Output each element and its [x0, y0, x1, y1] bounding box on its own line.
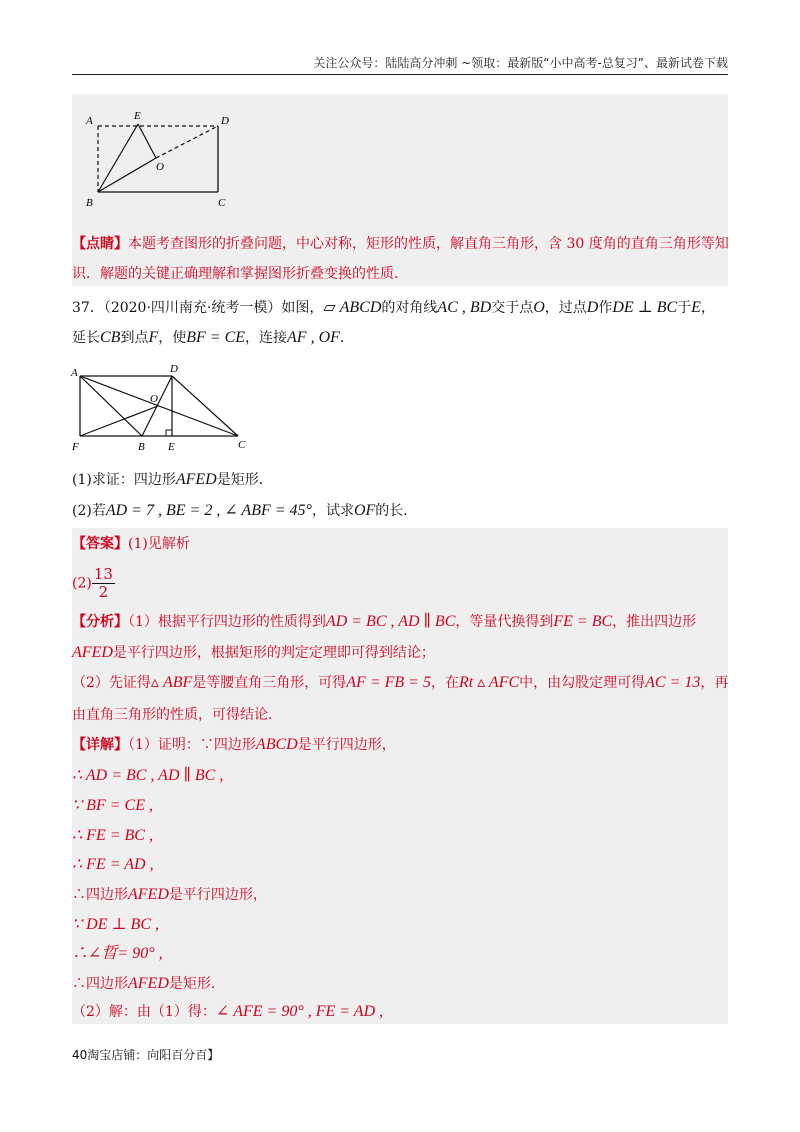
- math-f: F: [148, 329, 159, 346]
- fig2-label-f: F: [72, 441, 79, 453]
- detail-line-10: [72, 1002, 728, 1022]
- detail-text: 是平行四边形，: [168, 887, 267, 903]
- math-afed: AFED: [175, 471, 217, 488]
- text-draw: 作: [598, 300, 613, 316]
- fig2-label-o: O: [150, 393, 158, 405]
- math-ac-13: AC = 13: [645, 674, 701, 691]
- q1-suffix: 是矩形．: [216, 472, 273, 488]
- analysis-tag: 【分析】: [72, 614, 128, 630]
- analysis-text: ，在: [430, 675, 459, 691]
- fig2-label-e: E: [168, 441, 175, 453]
- answer-line-2: [72, 566, 728, 601]
- analysis-text: （1）根据平行四边形的性质得到: [128, 614, 326, 630]
- analysis-line-2: [72, 643, 728, 663]
- analysis-line-1: [72, 612, 728, 632]
- detail-line-5: ∴ FE = AD ,: [72, 856, 154, 873]
- text-connect: ，连接: [245, 330, 288, 346]
- question-2: [72, 501, 728, 521]
- q2-mid: ，试求: [311, 503, 354, 519]
- math-e: E: [691, 299, 701, 316]
- detail-line-8: ∴∠晢= 90° ,: [72, 945, 163, 962]
- detail-text: ∴四边形: [72, 976, 128, 992]
- analysis-text: ，推出四边形: [612, 614, 697, 630]
- text-at: 于: [677, 300, 692, 316]
- math-afed: AFED: [128, 975, 169, 992]
- text-comma: ，: [700, 300, 715, 316]
- math-afed: AFED: [128, 886, 169, 903]
- math-o: O: [533, 299, 545, 316]
- detail-text: （2）解：由（1）得：: [72, 1004, 216, 1020]
- problem-intro: 37．（2020·四川南充·统考一模）如图，: [72, 300, 324, 316]
- detail-line-7: ∵ DE ⊥ BC ,: [72, 916, 159, 933]
- analysis-text: 是等腰直角三角形，可得: [192, 675, 347, 691]
- text-extend: 延长: [72, 330, 100, 346]
- header-rule: [72, 74, 728, 75]
- math-d: D: [586, 299, 599, 316]
- detail-line-4: ∴ FE = BC ,: [72, 827, 153, 844]
- detail-text: 是矩形.: [168, 976, 216, 992]
- text-diagonals: 的对角线: [381, 300, 438, 316]
- figure-parallelogram: [68, 360, 258, 458]
- dianjing-line-1: [72, 234, 728, 254]
- q2-prefix: (2)若: [72, 503, 106, 519]
- math-cb: CB: [100, 329, 121, 346]
- answer-part-2-prefix: (2): [72, 575, 92, 592]
- math-afe-90: ∠ AFE = 90° , FE = AD ,: [215, 1003, 384, 1020]
- math-de-perp-bc: DE ⊥ BC: [612, 299, 678, 316]
- answer-line-1: [72, 534, 728, 554]
- q2-suffix: 的长．: [375, 503, 418, 519]
- math-tri-abf: ▵ ABF: [150, 674, 193, 691]
- text-such-that: ，使: [158, 330, 187, 346]
- fig1-label-c: C: [218, 197, 226, 209]
- detail-text: 是平行四边形，: [297, 737, 396, 753]
- problem-line-1: [72, 298, 728, 318]
- question-1: [72, 470, 728, 490]
- page-header: 关注公众号：陆陆高分冲刺 ~领取：最新版“小中高考-总复习”、最新试卷下载: [313, 56, 728, 70]
- fig1-label-d: D: [221, 115, 229, 127]
- answer-tag: 【答案】: [72, 536, 128, 552]
- analysis-text: ，再: [700, 675, 729, 691]
- dianjing-line-2: 识．解题的关键正确理解和掌握图形折叠变换的性质．: [72, 266, 408, 282]
- analysis-line-4: 由直角三角形的性质，可得结论.: [72, 707, 273, 723]
- detail-line-2: ∴ AD = BC , AD ∥ BC ,: [72, 767, 224, 784]
- detail-text: ∴四边形: [72, 887, 128, 903]
- q1-prefix: (1)求证：四边形: [72, 472, 176, 488]
- detail-tag: 【详解】: [72, 737, 128, 753]
- math-parallelogram: ▱ ABCD: [323, 299, 382, 316]
- math-ac-bd: AC , BD: [437, 299, 492, 316]
- fraction-denominator: 2: [98, 583, 109, 601]
- analysis-text: 是平行四边形，根据矩形的判定定理即可得到结论；: [112, 645, 435, 661]
- fig1-label-a: A: [86, 115, 93, 127]
- figure-rectangle-fold: [80, 100, 250, 215]
- answer-fraction: [92, 566, 115, 601]
- math-ad-bc: AD = BC , AD ∥ BC: [325, 613, 456, 630]
- analysis-text: ，等量代换得到: [455, 614, 554, 630]
- math-q2-given: AD = 7 , BE = 2 , ∠ ABF = 45°: [105, 502, 312, 519]
- detail-line-9: [72, 974, 728, 994]
- fig2-label-a: A: [71, 367, 78, 379]
- math-rt-afc: Rt ▵ AFC: [458, 674, 520, 691]
- fig2-label-b: B: [138, 441, 145, 453]
- math-af-of: AF , OF: [287, 329, 340, 346]
- math-af-fb: AF = FB = 5: [346, 674, 431, 691]
- fig2-label-c: C: [238, 439, 246, 451]
- problem-line-2: [72, 328, 728, 348]
- analysis-text: 中，由勾股定理可得: [519, 675, 646, 691]
- detail-line-1: [72, 735, 728, 755]
- text-through: ，过点: [544, 300, 587, 316]
- detail-line-3: ∵ BF = CE ,: [72, 797, 153, 814]
- text-intersect: 交于点: [491, 300, 534, 316]
- math-bf-eq-ce: BF = CE: [186, 329, 246, 346]
- math-of: OF: [353, 502, 376, 519]
- dianjing-tag: 【点睛】: [72, 236, 128, 252]
- math-abcd: ABCD: [255, 736, 298, 753]
- math-afed: AFED: [72, 644, 113, 661]
- fig2-label-d: D: [170, 363, 178, 375]
- analysis-line-3: [72, 673, 728, 693]
- page-footer: 40淘宝店铺：向阳百分百】: [72, 1048, 220, 1062]
- fig1-label-o: O: [156, 161, 164, 173]
- text-to-point: 到点: [120, 330, 149, 346]
- analysis-text: （2）先证得: [72, 675, 151, 691]
- answer-part-1: (1)见解析: [128, 536, 190, 552]
- detail-line-6: [72, 885, 728, 905]
- text-period: ．: [339, 330, 354, 346]
- fraction-numerator: 13: [93, 565, 113, 583]
- detail-text: （1）证明：∵四边形: [128, 737, 256, 753]
- math-fe-bc: FE = BC: [553, 613, 613, 630]
- fig1-label-b: B: [86, 197, 93, 209]
- dianjing-text-1: 本题考查图形的折叠问题，中心对称，矩形的性质，解直角三角形，含 30 度角的直角三角形等知: [128, 236, 729, 252]
- fig1-label-e: E: [134, 110, 141, 122]
